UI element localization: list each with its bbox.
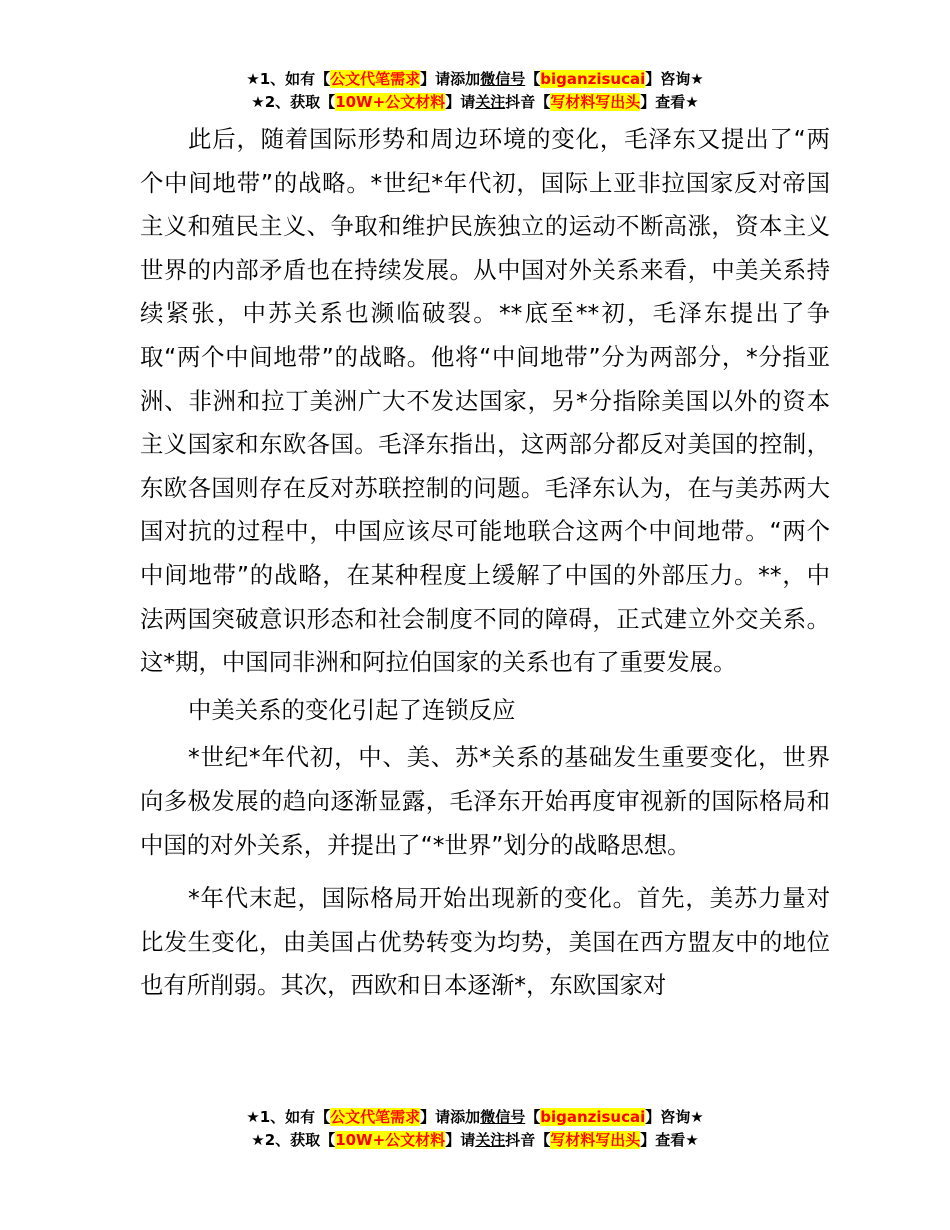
header-banner-line-2 (0, 91, 950, 114)
banner-underlined-text: 关注 (475, 1131, 506, 1149)
banner-text: 】查看★ (640, 1131, 699, 1149)
banner-text: 】请 (445, 93, 476, 111)
footer-banner-line-1 (0, 1106, 950, 1129)
banner-text: 】查看★ (640, 93, 699, 111)
banner-highlight: biganzisucai (540, 1108, 646, 1126)
banner-highlight: 写材料写出头 (550, 93, 641, 111)
section-heading: 中美关系的变化引起了连锁反应 (188, 695, 516, 724)
footer-banner (0, 1106, 950, 1152)
banner-highlight: 写材料写出头 (550, 1131, 641, 1149)
banner-text: 【 (525, 70, 541, 88)
banner-underlined-text: 微信号 (480, 1108, 526, 1126)
banner-text: 】请 (445, 1131, 476, 1149)
banner-text: 】请添加 (420, 1108, 481, 1126)
banner-text: ★1、如有【 (246, 70, 331, 88)
document-body (140, 118, 830, 1008)
header-banner (0, 68, 950, 114)
banner-text: ★1、如有【 (246, 1108, 331, 1126)
header-banner-line-1 (0, 68, 950, 91)
banner-underlined-text: 微信号 (480, 70, 526, 88)
banner-highlight: biganzisucai (540, 70, 646, 88)
banner-text: 】请添加 (420, 70, 481, 88)
banner-text: ★2、获取【 (251, 93, 336, 111)
banner-highlight: 10W+公文材料 (335, 93, 446, 111)
banner-text: 抖音【 (505, 93, 551, 111)
banner-highlight: 公文代笔需求 (330, 70, 421, 88)
banner-underlined-text: 关注 (475, 93, 506, 111)
footer-banner-line-2 (0, 1129, 950, 1152)
banner-text: 】咨询★ (645, 1108, 704, 1126)
banner-text: 抖音【 (505, 1131, 551, 1149)
banner-text: 】咨询★ (645, 70, 704, 88)
banner-text: 【 (525, 1108, 541, 1126)
banner-text: ★2、获取【 (251, 1131, 336, 1149)
paragraph-3: *年代末起，国际格局开始出现新的变化。首先，美苏力量对比发生变化，由美国占优势转变为均势，美国在西方盟友中的地位也有所削弱。其次，西欧和日本逐渐*，东欧国家对 (140, 884, 830, 1000)
banner-highlight: 公文代笔需求 (330, 1108, 421, 1126)
paragraph-1: 此后，随着国际形势和周边环境的变化，毛泽东又提出了“两个中间地带”的战略。*世纪*年代初，国际上亚非拉国家反对帝国主义和殖民主义、争取和维护民族独立的运动不断高涨，资本主义世界的内部矛盾也在持续发展。从中国对外关系来看，中美关系持续紧张，中苏关系也濒临破裂。**底至**初，毛泽东提出了争取“两个中间地带”的战略。他将“中间地带”分为两部分，*分指亚洲、非洲和拉丁美洲广大不发达国家，另*分指除美国以外的资本主义国家和东欧各国。毛泽东指出，这两部分都反对美国的控制，东欧各国则存在反对苏联控制的问题。毛泽东认为，在与美苏两大国对抗的过程中，中国应该尽可能地联合这两个中间地带。“两个中间地带”的战略，在某种程度上缓解了中国的外部压力。**，中法两国突破意识形态和社会制度不同的障碍，正式建立外交关系。这*期，中国同非洲和阿拉伯国家的关系也有了重要发展。 (140, 125, 830, 677)
paragraph-2: *世纪*年代初，中、美、苏*关系的基础发生重要变化，世界向多极发展的趋向逐渐显露，毛泽东开始再度审视新的国际格局和中国的对外关系，并提出了“*世界”划分的战略思想。 (140, 743, 830, 859)
banner-highlight: 10W+公文材料 (335, 1131, 446, 1149)
